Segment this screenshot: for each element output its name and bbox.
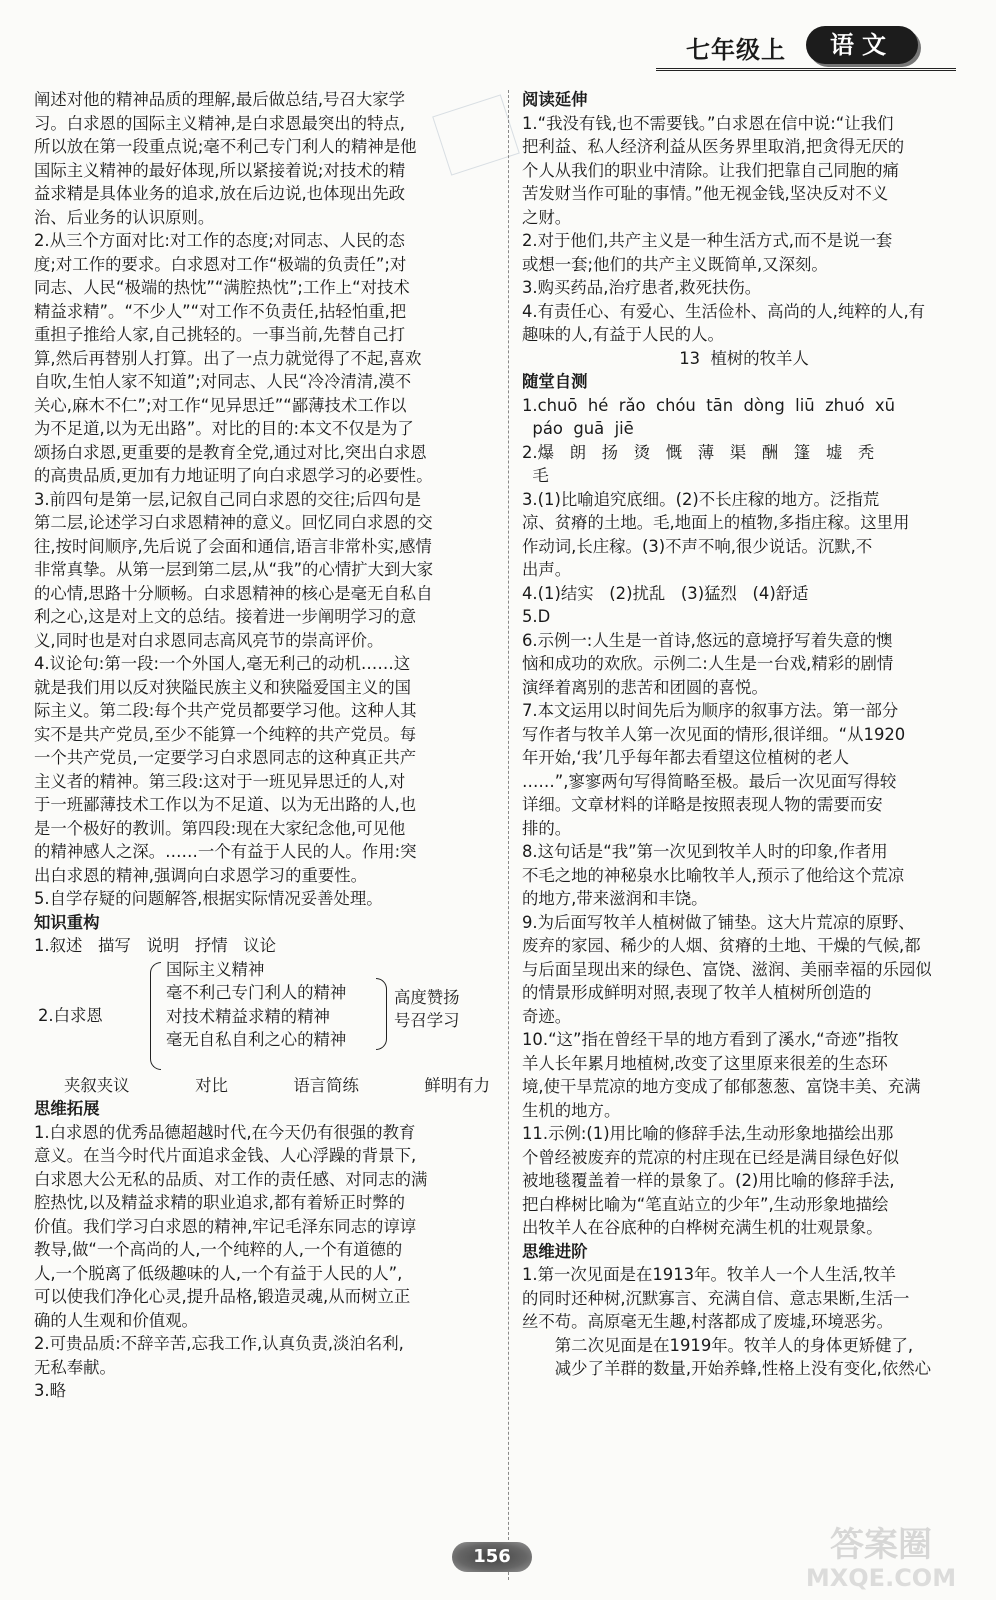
text-line: 4.(1)结实 (2)扰乱 (3)猛烈 (4)舒适 xyxy=(522,583,809,603)
text-line: 可以使我们净化心灵,提升品格,锻造灵魂,从而树立正 xyxy=(34,1287,411,1306)
text-line: 丝不苟。高原毫无生趣,村落都成了废墟,环境恶劣。 xyxy=(522,1312,894,1331)
text-line: 所以放在第一段重点说;毫不利己专门利人的精神是他 xyxy=(34,137,417,156)
text-line: 习。白求恩的国际主义精神,是白求恩最突出的特点, xyxy=(34,113,406,133)
text-line: 被地毯覆盖着一样的景象了。(2)用比喻的修辞手法, xyxy=(522,1171,895,1190)
right-column xyxy=(522,88,966,1381)
watermark-text-1: 答案圈 xyxy=(830,1525,932,1565)
text-line: 1.第一次见面是在1913年。牧羊人一个人生活,牧羊 xyxy=(522,1265,896,1284)
knowledge-heading: 知识重构 xyxy=(34,912,100,932)
text-line: 3.(1)比喻追究底细。(2)不长庄稼的地方。泛指荒 xyxy=(522,489,880,509)
text-line: 4.有责任心、有爱心、生活俭朴、高尚的人,纯粹的人,有 xyxy=(522,301,926,321)
subject-badge: 语文 xyxy=(806,26,918,64)
text-line: 1.chuō hé rǎo chóu tān dòng liū zhuó xū xyxy=(522,395,895,415)
text-line: 生机的地方。 xyxy=(522,1100,621,1120)
text-line: 10.“这”指在曾经干旱的地方看到了溪水,“奇迹”指牧 xyxy=(522,1030,899,1049)
text-line: 于一班鄙薄技术工作以为不足道、以为无出路的人,也 xyxy=(34,795,417,814)
text-line: 不毛之地的神秘泉水比喻牧羊人,预示了他给这个荒凉 xyxy=(522,865,905,885)
text-line: 人,一个脱离了低级趣味的人,一个有益于人民的人”, xyxy=(34,1263,403,1283)
header-rule xyxy=(656,68,956,71)
text-line: 确的人生观和价值观。 xyxy=(34,1310,198,1330)
thinking-answers xyxy=(34,1121,500,1403)
text-line: 治、后业务的认识原则。 xyxy=(34,207,215,227)
brace-item: 国际主义精神 xyxy=(166,959,265,979)
practice-answers xyxy=(522,394,966,1240)
brace-item: 毫不利己专门利人的精神 xyxy=(166,983,347,1002)
text-line: 重担子推给人家,自己挑轻的。一事当前,先替自己打 xyxy=(34,325,406,344)
text-line: 演绎着离别的悲苦和团圆的喜悦。 xyxy=(522,677,768,697)
text-line: 度;对工作的要求。白求恩对工作“极端的负责任”;对 xyxy=(34,254,407,274)
text-line: 阐述对他的精神品质的理解,最后做总结,号召大家学 xyxy=(34,90,406,109)
text-line: 苦发财当作可耻的事情。”他无视金钱,坚决反对不义 xyxy=(522,184,889,203)
text-line: 颂扬白求恩,更重要的是教育全党,通过对比,突出白求恩 xyxy=(34,442,427,462)
text-line: 第二层,论述学习白求恩精神的意义。回忆同白求恩的交 xyxy=(34,513,433,532)
text-line: 2.爆 朗 扬 烫 慨 薄 渠 酬 篷 墟 秃 xyxy=(522,442,875,462)
text-line: 恼和成功的欢欣。示例二:人生是一台戏,精彩的剧情 xyxy=(522,654,894,673)
text-line: 1.“我没有钱,也不需要钱。”白求恩在信中说:“让我们 xyxy=(522,113,894,133)
text-line: 把白桦树比喻为“笔直站立的少年”,生动形象地描绘 xyxy=(522,1194,889,1214)
left-column xyxy=(34,88,500,1403)
feature-item: 对比 xyxy=(195,1075,228,1095)
text-line: 的地方,带来滋润和丰饶。 xyxy=(522,889,708,908)
text-line: 同志、人民“极端的热忱”“满腔热忱”;工作上“对技术 xyxy=(34,278,410,297)
lesson-title: 13 植树的牧羊人 xyxy=(679,348,809,368)
column-divider xyxy=(508,90,509,1580)
text-line: 年开始,‘我’几乎每年都去看望这位植树的老人 xyxy=(522,748,850,767)
text-line: 非常真挚。从第一层到第二层,从“我”的心情扩大到大家 xyxy=(34,560,434,579)
text-line: 之财。 xyxy=(522,207,572,227)
watermark-logo xyxy=(786,1520,976,1592)
text-line: 排的。 xyxy=(522,818,572,838)
text-line: 关心,麻木不仁”;对工作“见异思迁”“鄙薄技术工作以 xyxy=(34,395,407,415)
text-line: 的高贵品质,更加有力地证明了向白求恩学习的必要性。 xyxy=(34,466,433,485)
text-line: 第二次见面是在1919年。牧羊人的身体更矫健了, xyxy=(554,1335,914,1355)
text-line: 5.自学存疑的问题解答,根据实际情况妥善处理。 xyxy=(34,889,383,908)
text-line: 4.议论句:第一段:一个外国人,毫无利己的动机……这 xyxy=(34,654,411,673)
page-number: 156 xyxy=(452,1542,532,1572)
text-line: 废弃的家园、稀少的人烟、贫瘠的土地、干燥的气候,都 xyxy=(522,936,921,955)
text-line: 2.对于他们,共产主义是一种生活方式,而不是说一套 xyxy=(522,231,893,250)
text-line: 写作者与牧羊人第一次见面的情形,很详细。“从1920 xyxy=(522,724,906,744)
page-header xyxy=(656,14,956,74)
text-line: 个人从我们的职业中清除。让我们把靠自己同胞的痛 xyxy=(522,160,899,180)
text-line: 境,使干旱荒凉的地方变成了郁郁葱葱、富饶丰美、充满 xyxy=(522,1077,921,1096)
thinking-heading: 思维拓展 xyxy=(34,1099,100,1118)
brace-result: 高度赞扬 xyxy=(394,987,460,1007)
text-line: 3.前四句是第一层,记叙自己同白求恩的交往;后四句是 xyxy=(34,489,421,509)
text-line: 7.本文运用以时间先后为顺序的叙事方法。第一部分 xyxy=(522,701,899,720)
brace-result: 号召学习 xyxy=(394,1011,460,1030)
text-line: 为不足道,以为无出路”。对比的目的:本文不仅是为了 xyxy=(34,419,414,438)
feature-item: 夹叙夹议 xyxy=(64,1075,130,1095)
text-line: páo guā jiē xyxy=(522,419,634,438)
advanced-paragraph-2 xyxy=(522,1334,966,1381)
text-line: 的同时还种树,沉默寡言、充满自信、意志果断,生活一 xyxy=(522,1288,910,1308)
text-line: 凉、贫瘠的土地。毛,地面上的植物,多指庄稼。这里用 xyxy=(522,513,910,532)
feature-item: 鲜明有力 xyxy=(424,1075,490,1095)
text-line: 个曾经被废弃的荒凉的村庄现在已经是满目绿色好似 xyxy=(522,1147,899,1167)
text-line: ……”,寥寥两句写得简略至极。最后一次见面写得较 xyxy=(522,771,897,791)
text-line: 国际主义精神的最好体现,所以紧接着说;对技术的精 xyxy=(34,160,406,180)
text-line: 是一个极好的教训。第四段:现在大家纪念他,可见他 xyxy=(34,818,406,838)
text-line: 出声。 xyxy=(522,560,572,579)
text-line: 往,按时间顺序,先后说了会面和通信,语言非常朴实,感情 xyxy=(34,536,432,556)
text-line: 价值。我们学习白求恩的精神,牢记毛泽东同志的谆谆 xyxy=(34,1216,417,1236)
brace-items xyxy=(166,958,346,1052)
grade-label: 七年级上 xyxy=(686,36,786,64)
text-line: 6.示例一:人生是一首诗,悠远的意境抒写着失意的懊 xyxy=(522,630,893,650)
text-line: 1.白求恩的优秀品德超越时代,在今天仍有很强的教育 xyxy=(34,1122,416,1142)
text-line: 2.可贵品质:不辞辛苦,忘我工作,认真负责,淡泊名利, xyxy=(34,1334,404,1353)
text-line: 的情景形成鲜明对照,表现了牧羊人植树所创造的 xyxy=(522,983,872,1002)
text-line: 白求恩大公无私的品质、对工作的责任感、对同志的满 xyxy=(34,1169,428,1189)
text-line: 毛 xyxy=(522,466,549,485)
text-line: 作动词,长庄稼。(3)不声不响,很少说话。沉默,不 xyxy=(522,536,873,556)
text-line: 利之心,这是对上文的总结。接着进一步阐明学习的意 xyxy=(34,607,417,626)
text-line: 8.这句话是“我”第一次见到牧羊人时的印象,作者用 xyxy=(522,842,888,861)
right-brace xyxy=(376,978,387,1050)
advanced-heading: 思维进阶 xyxy=(522,1241,588,1261)
left-brace xyxy=(150,962,161,1070)
text-line: 或想一套;他们的共产主义既简单,又深刻。 xyxy=(522,254,828,274)
text-line: 把利益、私人经济利益从医务界里取消,把贪得无厌的 xyxy=(522,137,905,156)
knowledge-line-1: 1.叙述 描写 说明 抒情 议论 xyxy=(34,936,277,955)
text-line: 奇迹。 xyxy=(522,1006,572,1026)
reading-answers xyxy=(522,112,966,347)
text-line: 意义。在当今时代片面追求金钱、人心浮躁的背景下, xyxy=(34,1146,417,1165)
text-line: 2.从三个方面对比:对工作的态度;对同志、人民的态 xyxy=(34,231,405,250)
text-line: 减少了羊群的数量,开始养蜂,性格上没有变化,依然心 xyxy=(554,1359,932,1378)
text-line: 出白求恩的精神,强调向白求恩学习的重要性。 xyxy=(34,865,368,885)
text-line: 趣味的人,有益于人民的人。 xyxy=(522,325,724,344)
text-line: 自吹,生怕人家不知道”;对同志、人民“冷冷清清,漠不 xyxy=(34,372,412,391)
text-line: 5.D xyxy=(522,607,551,626)
text-line: 3.略 xyxy=(34,1381,67,1400)
text-line: 教导,做“一个高尚的人,一个纯粹的人,一个有道德的 xyxy=(34,1240,403,1259)
text-line: 实不是共产党员,至少不能算一个纯粹的共产党员。每 xyxy=(34,724,417,744)
text-line: 11.示例:(1)用比喻的修辞手法,生动形象地描绘出那 xyxy=(522,1124,894,1143)
text-line: 3.购买药品,治疗患者,救死扶伤。 xyxy=(522,278,762,297)
text-line: 出牧羊人在谷底种的白桦树充满生机的壮观景象。 xyxy=(522,1218,883,1237)
feature-item: 语言简练 xyxy=(293,1075,359,1095)
brace-item: 对技术精益求精的精神 xyxy=(166,1006,330,1026)
text-line: 的精神感人之深。……一个有益于人民的人。作用:突 xyxy=(34,842,417,861)
text-line: 9.为后面写牧羊人植树做了铺垫。这大片荒凉的原野、 xyxy=(522,912,915,932)
text-line: 益求精是具体业务的追求,放在后边说,也体现出先政 xyxy=(34,184,406,203)
text-line: 就是我们用以反对狭隘民族主义和狭隘爱国主义的国 xyxy=(34,677,411,697)
practice-heading: 随堂自测 xyxy=(522,372,588,391)
text-line: 主义者的精神。第三段:这对于一班见异思迁的人,对 xyxy=(34,771,406,791)
brace-label: 2.白求恩 xyxy=(38,1005,103,1025)
text-line: 义,同时也是对白求恩同志高风亮节的崇高评价。 xyxy=(34,630,384,650)
reading-heading: 阅读延伸 xyxy=(522,90,588,109)
text-line: 羊人长年累月地植树,改变了这里原来很差的生态环 xyxy=(522,1053,888,1073)
advanced-answers xyxy=(522,1263,966,1334)
text-line: 精益求精”。“不少人”“对工作不负责任,拈轻怕重,把 xyxy=(34,301,407,321)
brace-item: 毫无自私自利之心的精神 xyxy=(166,1030,347,1049)
text-line: 无私奉献。 xyxy=(34,1357,116,1377)
text-line: 与后面呈现出来的绿色、富饶、滋润、美丽幸福的乐园似 xyxy=(522,959,932,979)
writing-features xyxy=(34,1074,500,1098)
text-line: 的心情,思路十分顺畅。白求恩精神的核心是毫无自私自 xyxy=(34,583,433,603)
text-line: 际主义。第二段:每个共产党员都要学习他。这种人其 xyxy=(34,701,417,720)
text-line: 详细。文章材料的详略是按照表现人物的需要而安 xyxy=(522,795,883,814)
text-line: 算,然后再替别人打算。出了一点力就觉得了不起,喜欢 xyxy=(34,348,422,368)
left-answer-block xyxy=(34,88,500,911)
text-line: 腔热忱,以及精益求精的职业追求,都有着矫正时弊的 xyxy=(34,1193,406,1212)
knowledge-brace-diagram xyxy=(34,958,500,1074)
text-line: 一个共产党员,一定要学习白求恩同志的这种真正共产 xyxy=(34,748,417,767)
brace-results xyxy=(394,986,460,1033)
watermark-text-2: MXQE.COM xyxy=(805,1564,957,1592)
